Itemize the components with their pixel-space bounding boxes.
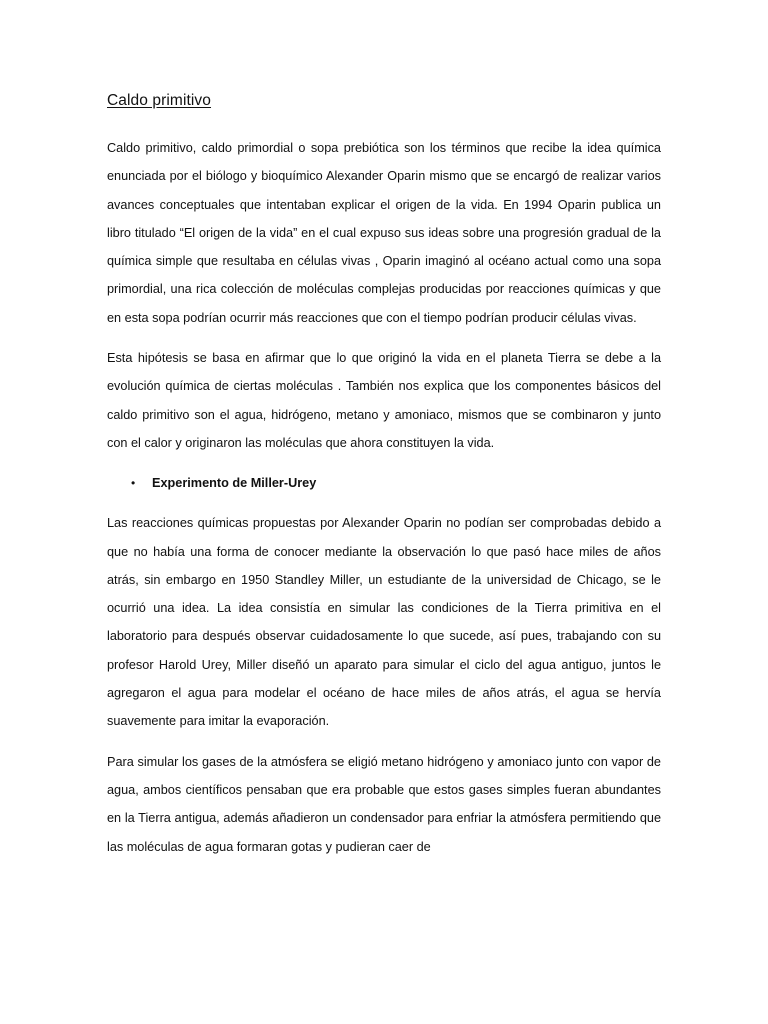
paragraph-4: Para simular los gases de la atmósfera se eligió metano hidrógeno y amoniaco junto con vapor de agua, ambos científicos pensaban que era probable que estos gases simples fueran abundantes en la Tierra antigua, además añadieron un condensador para enfriar la atmósfera permitiendo que las moléculas de agua formaran gotas y pudieran caer de: [107, 754, 661, 854]
document-page: [107, 92, 661, 873]
paragraph-1: Caldo primitivo, caldo primordial o sopa prebiótica son los términos que recibe la idea química enunciada por el biólogo y bioquímico Alexander Oparin mismo que se encargó de realizar varios avances conceptuales que intentaban explicar el origen de la vida. En 1994 Oparin publica un libro titulado “El origen de la vida” en el cual expuso sus ideas sobre una progresión gradual de la química simple que resultaba en células vivas , Oparin imaginó al océano actual como una sopa primordial, una rica colección de moléculas complejas producidas por reacciones químicas y que en esta sopa podrían ocurrir más reacciones que con el tiempo podrían producir células vivas.: [107, 141, 661, 325]
bullet-icon: •: [131, 476, 136, 491]
paragraph-3: Las reacciones químicas propuestas por Alexander Oparin no podían ser comprobadas debido a que no había una forma de conocer mediante la observación lo que pasó hace miles de años atrás, sin embargo en 1950 Standley Miller, un estudiante de la universidad de Chicago, se le ocurrió una idea. La idea consistía en simular las condiciones de la Tierra primitiva en el laboratorio para después observar cuidadosamente lo que sucede, así pues, trabajando con su profesor Harold Urey, Miller diseñó un aparato para simular el ciclo del agua antiguo, juntos le agregaron el agua para modelar el océano de hace miles de años atrás, el agua se hervía suavemente para imitar la evaporación.: [107, 516, 661, 729]
section-heading: Experimento de Miller-Urey: [152, 476, 317, 491]
bullet-item: [131, 469, 661, 497]
page-title: Caldo primitivo: [107, 92, 212, 109]
paragraph-2: Esta hipótesis se basa en afirmar que lo que originó la vida en el planeta Tierra se debe a la evolución química de ciertas moléculas . También nos explica que los componentes básicos del caldo primitivo son el agua, hidrógeno, metano y amoniaco, mismos que se combinaron y junto con el calor y originaron las moléculas que ahora constituyen la vida.: [107, 351, 661, 450]
